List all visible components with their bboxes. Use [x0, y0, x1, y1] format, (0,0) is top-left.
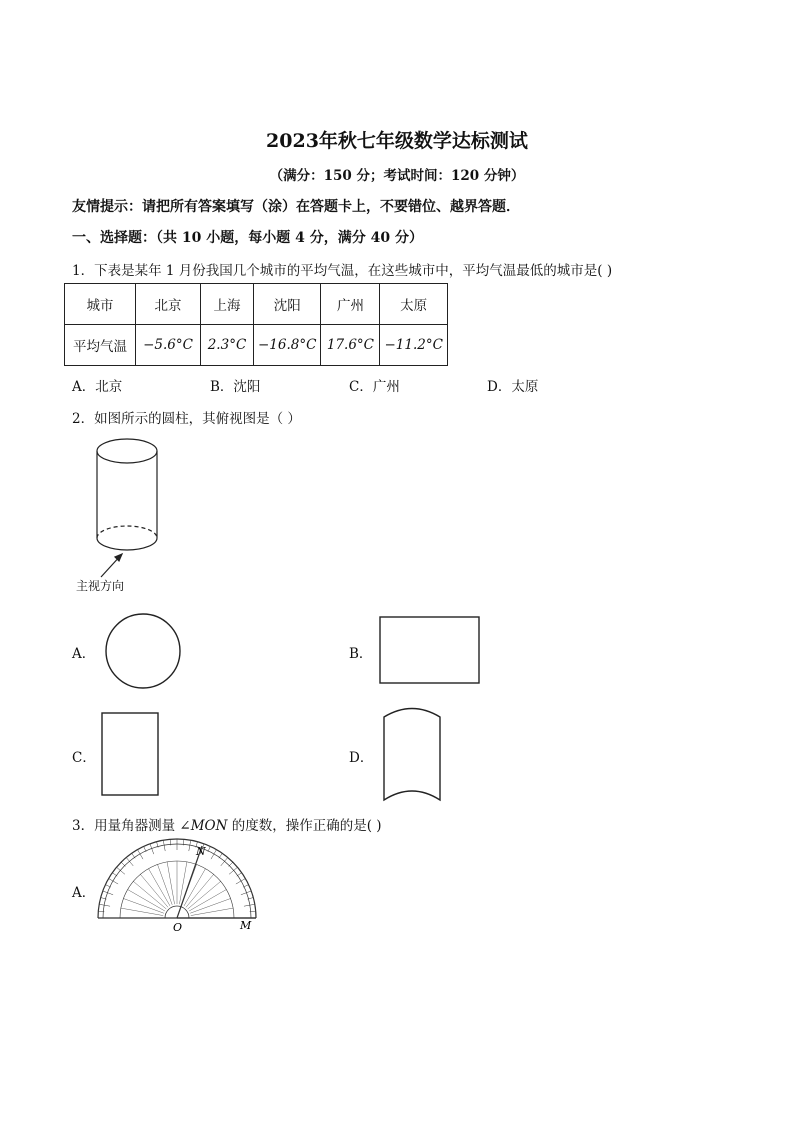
protractor-spoke: [128, 890, 165, 912]
table-cell: 广州: [321, 284, 380, 325]
protractor-spoke: [182, 864, 197, 904]
angle-mon: ∠MON: [179, 818, 228, 834]
table-cell: 2.3°C: [201, 325, 254, 366]
protractor-tick: [112, 873, 117, 876]
table-cell: 17.6°C: [321, 325, 380, 366]
table-cell: 沈阳: [254, 284, 321, 325]
table-cell: 平均气温: [65, 325, 136, 366]
page-title: 2023年秋七年级数学达标测试: [266, 130, 528, 152]
label-m: M: [240, 919, 252, 932]
protractor-tick: [132, 853, 135, 858]
q2-option-c[interactable]: C．: [72, 750, 96, 766]
protractor-spoke: [123, 899, 163, 914]
label-o: O: [173, 921, 183, 934]
protractor-spoke: [189, 890, 226, 912]
q3-option-a[interactable]: A．: [72, 885, 96, 901]
protractor-tick: [237, 873, 242, 876]
protractor-tick: [163, 840, 165, 851]
table-cell: 北京: [136, 284, 201, 325]
protractor-tick: [189, 840, 191, 851]
q1-option-a[interactable]: A．北京: [72, 379, 123, 395]
table-cell: −16.8°C: [254, 325, 321, 366]
protractor-spoke: [179, 862, 186, 904]
label-n: N: [196, 845, 206, 858]
protractor-spoke: [149, 869, 171, 906]
protractor-tick: [229, 862, 233, 866]
protractor-spoke: [158, 864, 173, 904]
question-3-stem-prefix: 3．用量角器测量: [72, 818, 180, 834]
q2-option-d[interactable]: D．: [349, 750, 374, 766]
question-2-stem: 2．如图所示的圆柱，其俯视图是（ ）: [72, 411, 301, 427]
question-1-stem: 1．下表是某年 1 月份我国几个城市的平均气温，在这些城市中，平均气温最低的城市是( ): [72, 263, 613, 279]
question-3-stem-suffix: 的度数，操作正确的是( ): [227, 818, 382, 834]
protractor-spoke: [167, 862, 174, 904]
friendly-tip: 友情提示：请把所有答案填写（涂）在答题卡上，不要错位、越界答题．: [72, 199, 520, 215]
table-cell: −5.6°C: [136, 325, 201, 366]
table-cell: 上海: [201, 284, 254, 325]
view-direction-label: 主视方向: [76, 579, 125, 593]
q2-option-b[interactable]: B．: [349, 646, 373, 662]
q1-option-c[interactable]: C．广州: [349, 379, 400, 395]
table-cell: 太原: [380, 284, 447, 325]
protractor-tick: [219, 853, 222, 858]
table-cell: 城市: [65, 284, 136, 325]
table-cell: −11.2°C: [380, 325, 447, 366]
protractor-spoke: [190, 899, 230, 914]
q1-option-b[interactable]: B．沈阳: [210, 379, 261, 395]
q2-option-a[interactable]: A．: [72, 646, 96, 662]
protractor-tick: [244, 904, 255, 906]
section-heading: 一、选择题：（共 10 小题，每小题 4 分，满分 40 分）: [72, 230, 423, 246]
q1-option-d[interactable]: D．太原: [487, 379, 539, 395]
protractor-spoke: [121, 908, 163, 915]
protractor-spoke: [191, 908, 233, 915]
protractor-tick: [121, 862, 125, 866]
protractor-tick: [99, 904, 110, 906]
exam-info: （满分：150 分；考试时间：120 分钟）: [269, 168, 525, 184]
